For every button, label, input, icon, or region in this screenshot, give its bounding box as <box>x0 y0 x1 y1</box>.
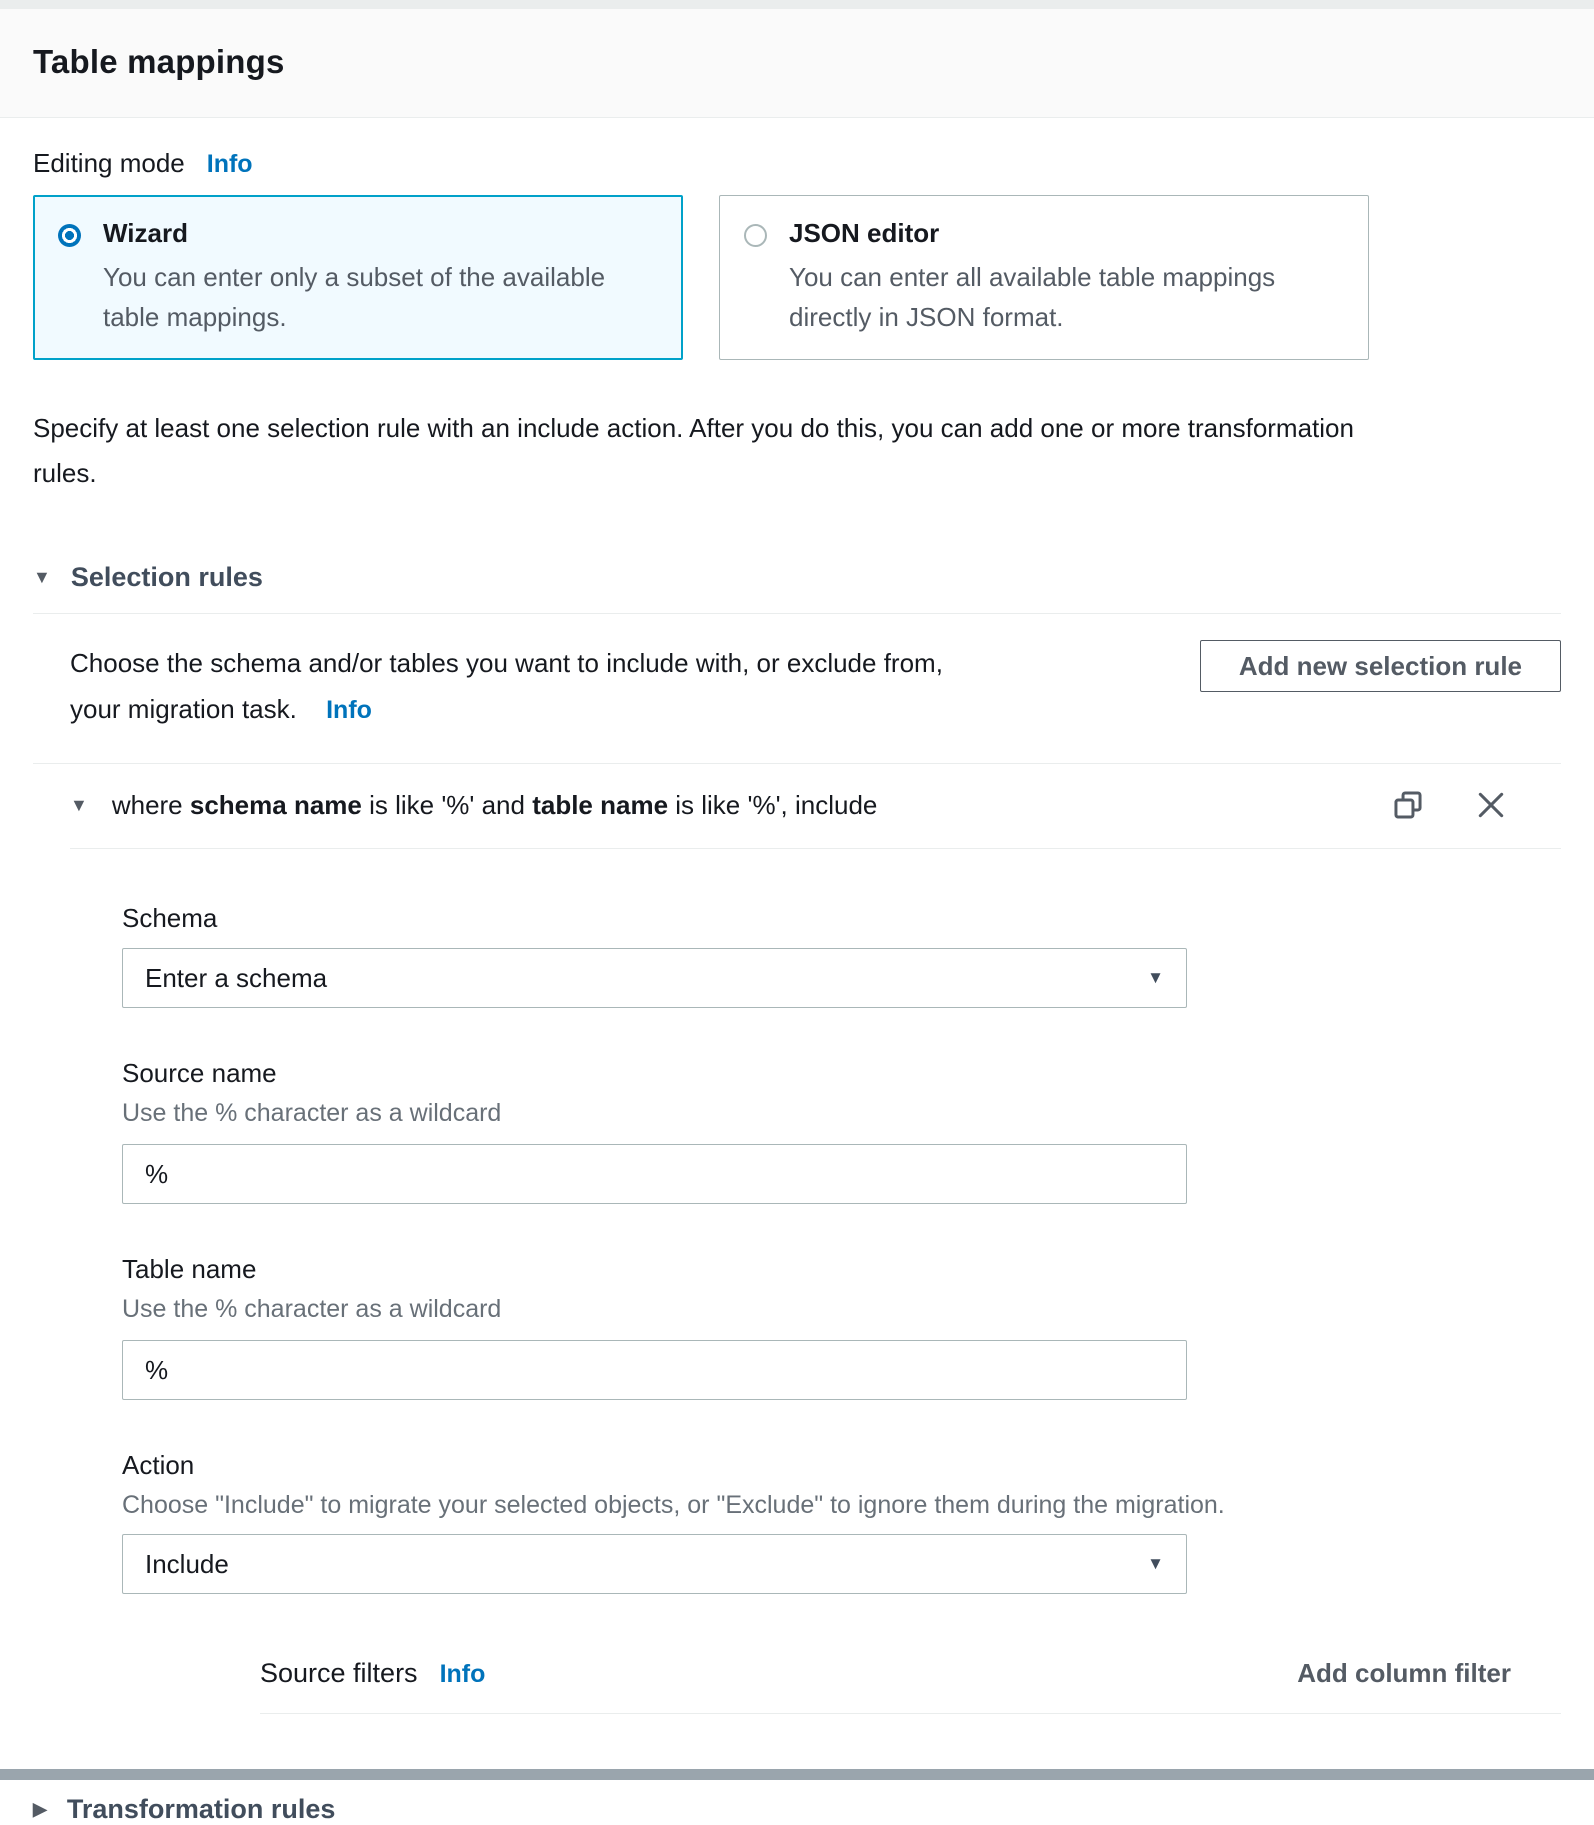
wizard-option-label: Wizard <box>103 218 188 248</box>
wizard-option-text <box>103 218 658 337</box>
action-select-value: Include <box>145 1548 229 1579</box>
json-editor-option-label: JSON editor <box>789 218 940 248</box>
source-filters-divider <box>260 1713 1561 1714</box>
editing-mode-info-link[interactable]: Info <box>206 150 253 178</box>
source-filters-info-link[interactable]: Info <box>439 1660 486 1688</box>
caret-right-icon: ▶ <box>33 1799 47 1819</box>
add-new-selection-rule-button[interactable]: Add new selection rule <box>1200 640 1561 692</box>
selection-rules-toolbar <box>33 640 1561 733</box>
selection-rules-section-header[interactable] <box>33 562 1561 614</box>
selection-rule-header[interactable] <box>33 764 1561 848</box>
selection-rules-description-text: Choose the schema and/or tables you want to include with, or exclude from, your migration task. <box>70 648 943 724</box>
rule-summary-schema-field: schema name <box>189 789 362 820</box>
radio-unchecked-icon[interactable] <box>744 224 767 247</box>
json-editor-option-description: You can enter all available table mappings directly in JSON format. <box>789 262 1276 332</box>
selection-rule-summary <box>112 790 878 821</box>
close-icon <box>1475 789 1507 821</box>
selection-rule-item <box>33 763 1561 1714</box>
rule-summary-where: where <box>111 789 190 820</box>
table-mappings-panel <box>0 148 1594 1825</box>
top-strip <box>0 0 1594 9</box>
source-name-label: Source name <box>122 1058 277 1088</box>
intro-text: Specify at least one selection rule with an include action. After you do this, you can add one or more transformation rules. <box>33 413 1354 488</box>
rule-caret-down-icon: ▼ <box>70 794 88 815</box>
caret-down-icon: ▼ <box>33 567 51 587</box>
action-label: Action <box>122 1450 195 1480</box>
json-editor-option-text <box>789 218 1344 337</box>
remove-rule-button[interactable] <box>1475 789 1507 821</box>
chevron-down-icon: ▼ <box>1147 968 1164 987</box>
rule-summary-mid: is like '%' and <box>361 789 533 820</box>
page-title: Table mappings <box>33 43 285 80</box>
copy-icon <box>1391 788 1425 822</box>
transformation-rules-title: Transformation rules <box>66 1794 336 1824</box>
table-name-help: Use the % character as a wildcard <box>122 1295 502 1323</box>
source-filters-row <box>260 1658 1561 1689</box>
add-column-filter-button[interactable]: Add column filter <box>1297 1658 1511 1688</box>
source-filters-title: Source filters <box>260 1658 418 1688</box>
wizard-option-description: You can enter only a subset of the available table mappings. <box>103 262 606 332</box>
editing-mode-options <box>33 195 1561 360</box>
selection-rules-info-link[interactable]: Info <box>326 696 372 724</box>
radio-checked-icon[interactable] <box>58 224 81 247</box>
schema-select-value: Enter a schema <box>145 962 328 993</box>
rule-summary-tail: is like '%', include <box>668 789 878 820</box>
rule-summary-table-field: table name <box>532 789 669 820</box>
source-name-help: Use the % character as a wildcard <box>122 1099 502 1127</box>
editing-mode-label: Editing mode <box>33 148 185 178</box>
action-select[interactable] <box>122 1534 1187 1594</box>
transformation-rules-section-header[interactable] <box>33 1794 1561 1825</box>
schema-label: Schema <box>122 903 218 933</box>
table-name-label: Table name <box>122 1254 257 1284</box>
rule-actions <box>1391 788 1561 822</box>
editing-mode-option-wizard[interactable] <box>33 195 683 360</box>
action-help: Choose "Include" to migrate your selected objects, or "Exclude" to ignore them during the migration. <box>122 1491 1225 1519</box>
source-filters-section <box>260 1658 1561 1714</box>
schema-select[interactable] <box>122 948 1187 1008</box>
editing-mode-option-json-editor[interactable] <box>719 195 1369 360</box>
rule-divider <box>70 848 1561 849</box>
duplicate-rule-button[interactable] <box>1391 788 1425 822</box>
panel-header <box>0 9 1594 118</box>
selection-rules-description <box>70 640 982 733</box>
source-name-input[interactable] <box>122 1144 1187 1204</box>
table-name-input[interactable] <box>122 1340 1187 1400</box>
selection-rules-title: Selection rules <box>70 562 263 592</box>
chevron-down-icon: ▼ <box>1147 1554 1164 1573</box>
editing-mode-row <box>33 148 1561 179</box>
bottom-scroll-edge <box>0 1769 1594 1780</box>
selection-rule-form <box>33 903 1561 1714</box>
